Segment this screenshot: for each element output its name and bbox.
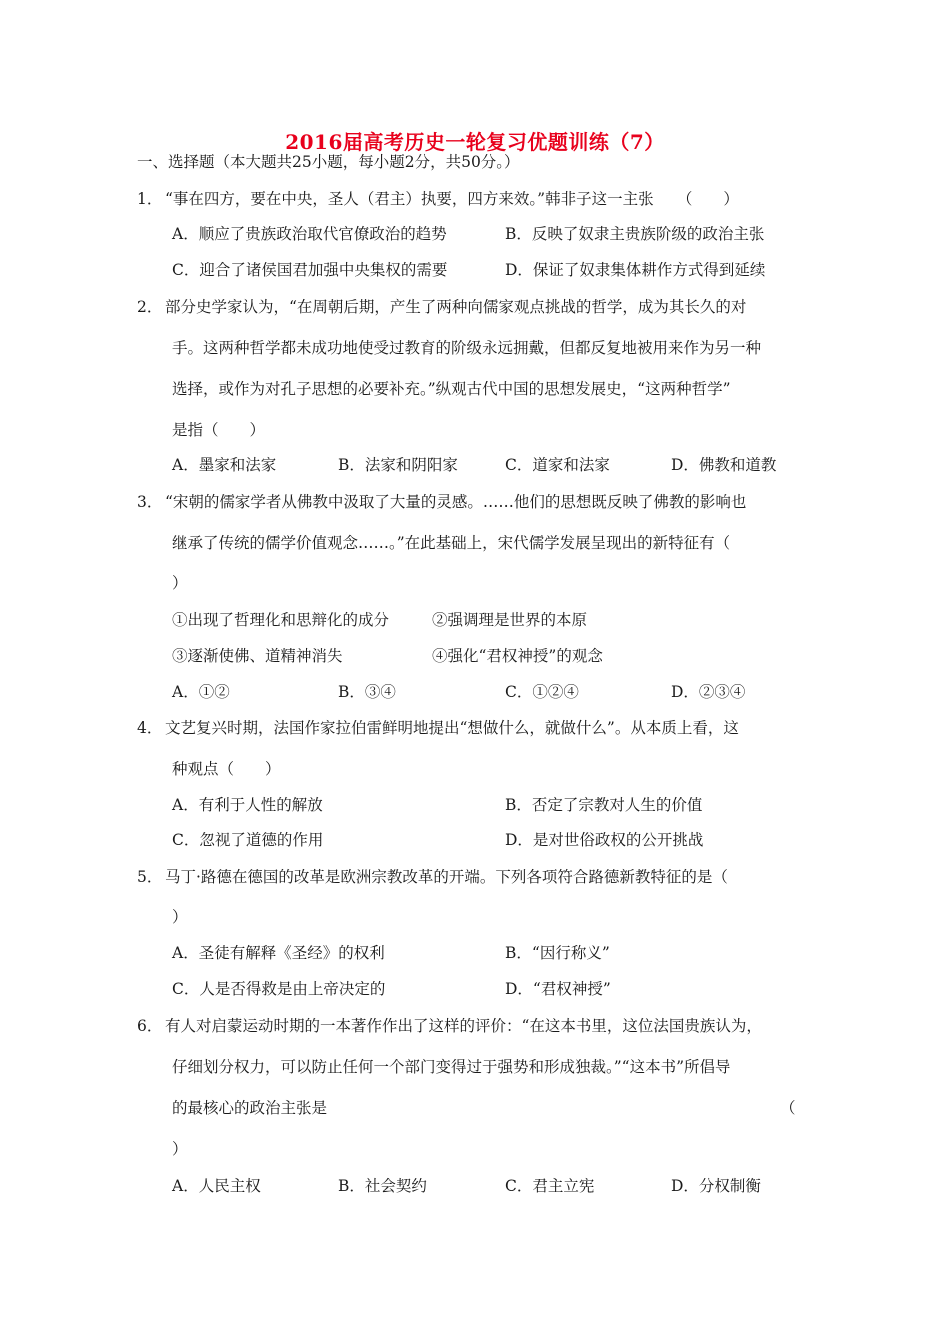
statement-3: ③逐渐使佛、道精神消失: [172, 647, 343, 665]
option-b: B．社会契约: [338, 1177, 427, 1195]
option-b: B．否定了宗教对人生的价值: [505, 796, 703, 814]
question-text: 文艺复兴时期，法国作家拉伯雷鲜明地提出“想做什么，就做什么”。从本质上看，这: [165, 719, 739, 737]
question-text: 种观点（ ）: [172, 760, 281, 778]
question-number: 3．: [137, 493, 163, 511]
question-text: 仔细划分权力，可以防止任何一个部门变得过于强势和形成独裁。”“这本书”所倡导: [172, 1058, 731, 1076]
question-text: “宋朝的儒家学者从佛教中汲取了大量的灵感。……他们的思想既反映了佛教的影响也: [165, 493, 747, 511]
option-c: C．君主立宪: [505, 1177, 595, 1195]
question-text: 手。这两种哲学都未成功地使受过教育的阶级永远拥戴，但都反复地被用来作为另一种: [172, 339, 762, 357]
question-text: “事在四方，要在中央，圣人（君主）执要，四方来效。”韩非子这一主张 （ ）: [165, 190, 739, 208]
option-b: B．法家和阴阳家: [338, 456, 458, 474]
option-b: B．“因行称义”: [505, 944, 610, 962]
answer-paren-open: （: [780, 1099, 796, 1117]
question-text: 马丁·路德在德国的改革是欧洲宗教改革的开端。下列各项符合路德新教特征的是（: [165, 868, 728, 886]
statement-2: ②强调理是世界的本原: [432, 611, 588, 629]
question-text: 是指（ ）: [172, 421, 266, 439]
option-a: A．人民主权: [172, 1177, 261, 1195]
option-a: A．①②: [172, 683, 230, 701]
option-d: D．保证了奴隶集体耕作方式得到延续: [505, 261, 766, 279]
section-header: 一、选择题（本大题共25小题，每小题2分，共50分。）: [137, 153, 520, 171]
question-text: 有人对启蒙运动时期的一本著作作出了这样的评价：“在这本书里，这位法国贵族认为，: [165, 1017, 762, 1035]
option-a: A．顺应了贵族政治取代官僚政治的趋势: [172, 225, 447, 243]
question-text: ）: [172, 1140, 188, 1158]
page-title: 2016届高考历史一轮复习优题训练（7）: [285, 130, 665, 154]
option-d: D．是对世俗政权的公开挑战: [505, 831, 704, 849]
question-number: 5．: [137, 868, 163, 886]
option-d: D．分权制衡: [671, 1177, 761, 1195]
statement-4: ④强化“君权神授”的观念: [432, 647, 603, 665]
option-d: D．②③④: [671, 683, 746, 701]
question-number: 2．: [137, 298, 163, 316]
option-c: C．忽视了道德的作用: [172, 831, 324, 849]
question-text: 的最核心的政治主张是: [172, 1099, 328, 1117]
option-a: A．圣徒有解释《圣经》的权利: [172, 944, 385, 962]
option-b: B．③④: [338, 683, 396, 701]
question-text: ）: [172, 908, 188, 926]
option-b: B．反映了奴隶主贵族阶级的政治主张: [505, 225, 765, 243]
option-a: A．墨家和法家: [172, 456, 277, 474]
option-d: D．“君权神授”: [505, 980, 611, 998]
option-c: C．①②④: [505, 683, 579, 701]
question-text: 选择，或作为对孔子思想的必要补充。”纵观古代中国的思想发展史，“这两种哲学”: [172, 380, 731, 398]
question-text: ）: [172, 574, 188, 592]
option-d: D．佛教和道教: [671, 456, 777, 474]
option-a: A．有利于人性的解放: [172, 796, 323, 814]
question-number: 1．: [137, 190, 163, 208]
question-text: 部分史学家认为，“在周朝后期，产生了两种向儒家观点挑战的哲学，成为其长久的对: [165, 298, 747, 316]
option-c: C．迎合了诸侯国君加强中央集权的需要: [172, 261, 448, 279]
option-c: C．道家和法家: [505, 456, 610, 474]
statement-1: ①出现了哲理化和思辩化的成分: [172, 611, 390, 629]
question-text: 继承了传统的儒学价值观念……。”在此基础上，宋代儒学发展呈现出的新特征有（: [172, 534, 731, 552]
option-c: C．人是否得救是由上帝决定的: [172, 980, 386, 998]
question-number: 4．: [137, 719, 163, 737]
question-number: 6．: [137, 1017, 163, 1035]
